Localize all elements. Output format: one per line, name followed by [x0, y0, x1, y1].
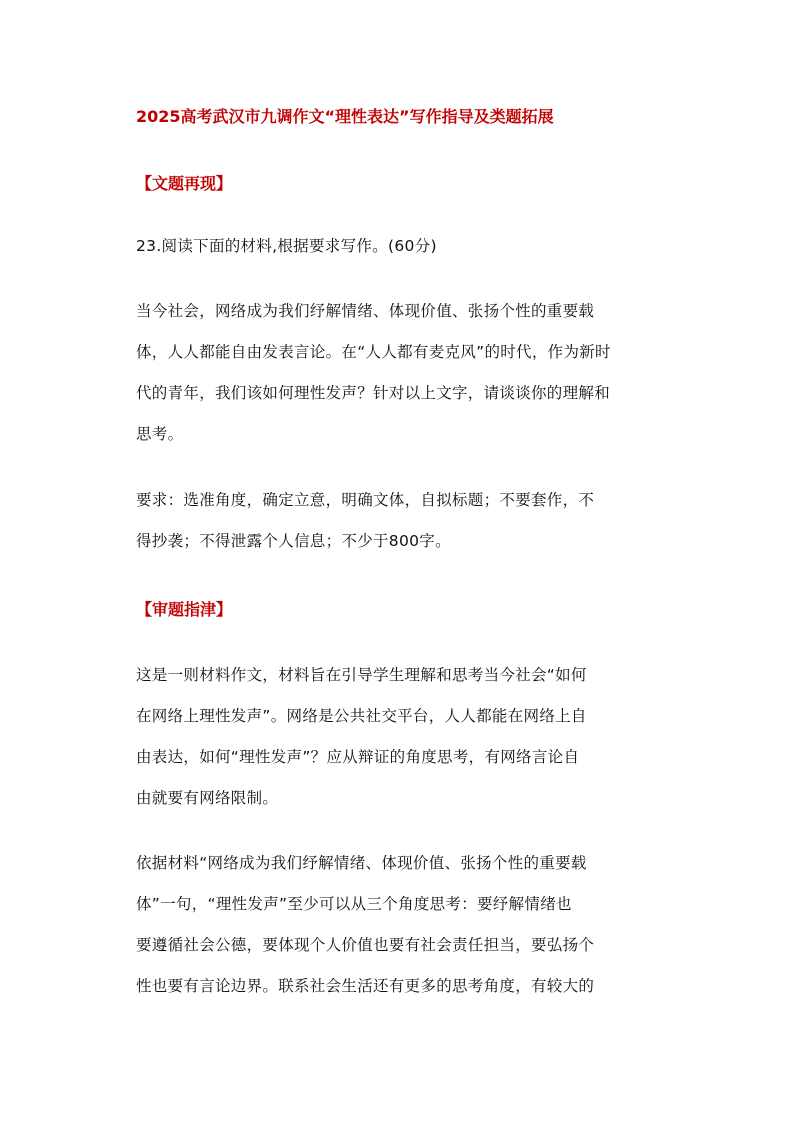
analysis-line: 这是一则材料作文，材料旨在引导学生理解和思考当今社会“如何 — [136, 666, 587, 684]
section-heading-analysis: 【审题指津】 — [136, 600, 233, 619]
analysis-line: 由就要有网络限制。 — [136, 789, 279, 807]
material-line: 思考。 — [136, 425, 184, 443]
material-line: 体，人人都能自由发表言论。在“人人都有麦克风”的时代，作为新时 — [136, 343, 611, 361]
requirement-paragraph — [136, 480, 658, 562]
requirement-line: 得抄袭；不得泄露个人信息；不少于800字。 — [136, 532, 451, 550]
document-title: 2025高考武汉市九调作文“理性表达”写作指导及类题拓展 — [136, 107, 554, 126]
analysis-line: 依据材料“网络成为我们纾解情绪、体现价值、张扬个性的重要载 — [136, 854, 587, 872]
material-line: 当今社会，网络成为我们纾解情绪、体现价值、张扬个性的重要载 — [136, 302, 595, 320]
analysis-paragraph-1 — [136, 655, 658, 819]
question-line — [136, 226, 658, 267]
material-paragraph — [136, 291, 658, 455]
requirement-line: 要求：选准角度，确定立意，明确文体，自拟标题；不要套作，不 — [136, 491, 595, 509]
section-heading-prompt: 【文题再现】 — [136, 174, 233, 193]
analysis-line: 在网络上理性发声”。网络是公共社交平台，人人都能在网络上自 — [136, 707, 587, 725]
material-line: 代的青年，我们该如何理性发声？针对以上文字，请谈谈你的理解和 — [136, 384, 611, 402]
question-text: 23.阅读下面的材料,根据要求写作。(60分) — [136, 237, 437, 255]
analysis-line: 体”一句，“理性发声”至少可以从三个角度思考：要纾解情绪也 — [136, 895, 572, 913]
analysis-line: 性也要有言论边界。联系社会生活还有更多的思考角度，有较大的 — [136, 977, 595, 995]
analysis-paragraph-2 — [136, 843, 658, 1007]
analysis-line: 要遵循社会公德，要体现个人价值也要有社会责任担当，要弘扬个 — [136, 936, 595, 954]
analysis-line: 由表达，如何“理性发声”？应从辩证的角度思考，有网络言论自 — [136, 748, 580, 766]
